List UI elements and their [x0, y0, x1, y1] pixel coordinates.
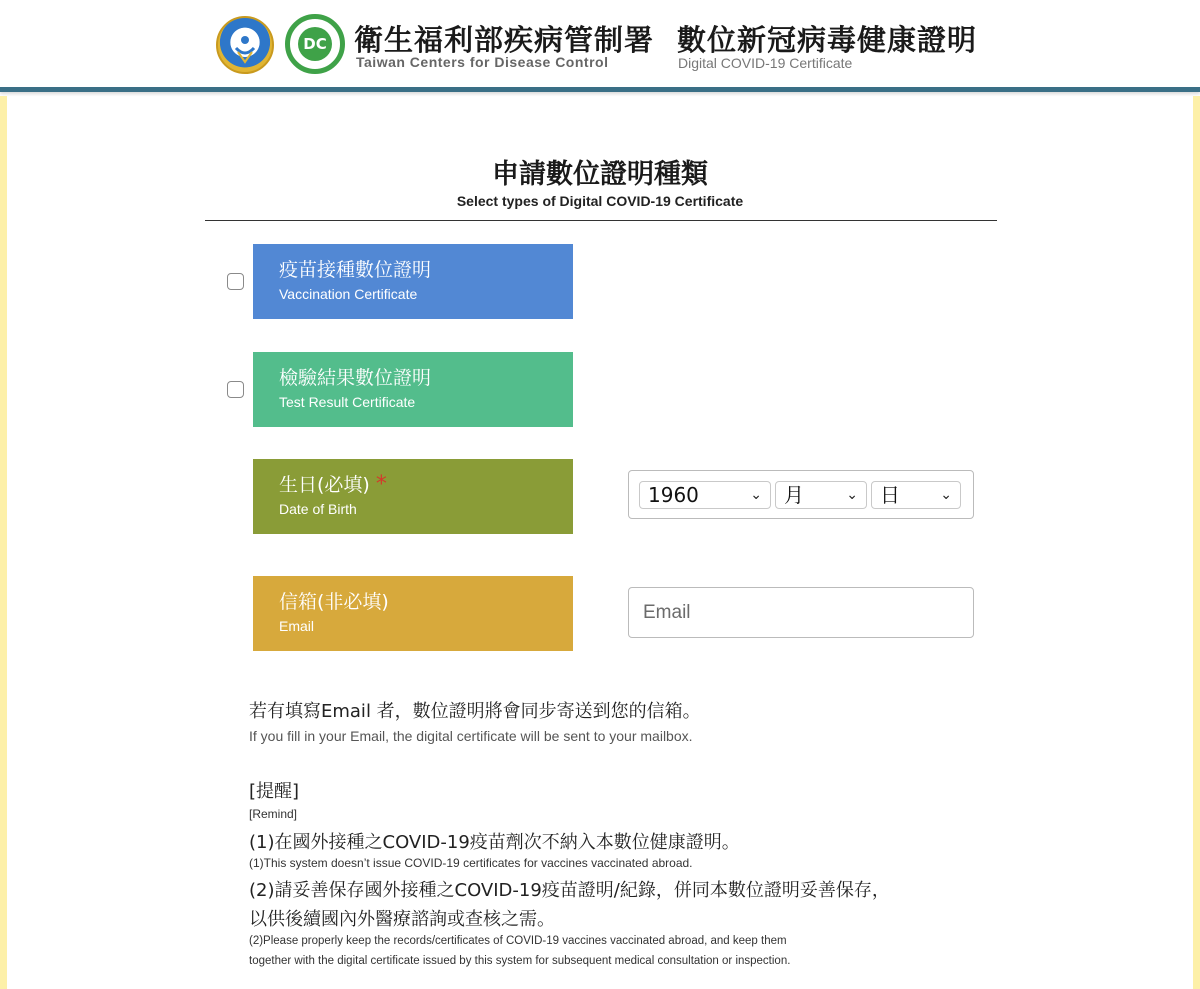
left-side-bar	[0, 96, 7, 989]
remind-heading-en: [Remind]	[249, 807, 298, 821]
birth-year-value: 1960	[648, 483, 699, 507]
remind-item2-en-line1: (2)Please properly keep the records/certificates of COVID-19 vaccines vaccinated abroad, and keep them	[249, 935, 787, 947]
vaccination-checkbox[interactable]	[227, 273, 244, 290]
remind-item1-en: (1)This system doesn’t issue COVID-19 certificates for vaccines vaccinated abroad.	[249, 856, 693, 870]
cdc-logo-icon	[285, 14, 345, 74]
vaccination-label-en: Vaccination Certificate	[279, 286, 418, 302]
email-input[interactable]	[628, 587, 974, 638]
mohw-logo-icon	[216, 16, 274, 74]
dob-label-zh	[279, 473, 573, 497]
email-note-en: If you fill in your Email, the digital certificate will be sent to your mailbox.	[249, 728, 693, 744]
chevron-down-icon: ⌄	[750, 487, 762, 503]
section-divider	[205, 220, 997, 221]
page-subtitle: Digital COVID-19 Certificate	[678, 55, 853, 71]
chevron-down-icon: ⌄	[940, 487, 952, 503]
dob-field-group	[628, 470, 974, 519]
vaccination-label-zh: 疫苗接種數位證明	[279, 259, 432, 281]
vaccination-certificate-option[interactable]	[253, 244, 573, 319]
dob-label-en: Date of Birth	[279, 501, 357, 517]
org-subtitle: Taiwan Centers for Disease Control	[356, 54, 609, 70]
email-note-zh: 若有填寫Email 者，數位證明將會同步寄送到您的信箱。	[249, 701, 701, 722]
birth-month-value: 月	[784, 483, 804, 507]
test-result-certificate-option[interactable]	[253, 352, 573, 427]
required-star: *	[375, 472, 387, 497]
birth-day-value: 日	[880, 483, 900, 507]
test-result-label-en: Test Result Certificate	[279, 394, 416, 410]
test-result-checkbox[interactable]	[227, 381, 244, 398]
org-title: 衛生福利部疾病管制署	[354, 23, 655, 57]
birth-day-select[interactable]	[871, 481, 961, 509]
email-label-en: Email	[279, 618, 315, 634]
remind-item2-zh-line2: 以供後續國內外醫療諮詢或查核之需。	[249, 909, 555, 930]
remind-item2-en-line2: together with the digital certificate issued by this system for subsequent medical consultation or inspection.	[249, 955, 791, 967]
right-side-bar	[1193, 96, 1200, 989]
section-title: 申請數位證明種類	[492, 159, 708, 190]
remind-item2-zh-line1: (2)請妥善保存國外接種之COVID-19疫苗證明/紀錄，併同本數位證明妥善保存，	[249, 880, 890, 901]
remind-heading-zh: [提醒]	[249, 781, 300, 802]
cdc-logo-text: DC	[298, 27, 332, 61]
section-subtitle: Select types of Digital COVID-19 Certificate	[456, 193, 744, 209]
remind-item1-zh: (1)在國外接種之COVID-19疫苗劑次不納入本數位健康證明。	[249, 832, 740, 853]
birth-year-select[interactable]	[639, 481, 771, 509]
chevron-down-icon: ⌄	[846, 487, 858, 503]
page-title: 數位新冠病毒健康證明	[677, 23, 978, 57]
email-label-card	[253, 576, 573, 651]
site-header	[0, 0, 1200, 92]
test-result-label-zh: 檢驗結果數位證明	[279, 367, 432, 389]
birth-month-select[interactable]	[775, 481, 867, 509]
dob-label-card	[253, 459, 573, 534]
dob-label-zh-text: 生日(必填)	[279, 474, 370, 496]
email-label-zh: 信箱(非必填)	[279, 591, 389, 613]
